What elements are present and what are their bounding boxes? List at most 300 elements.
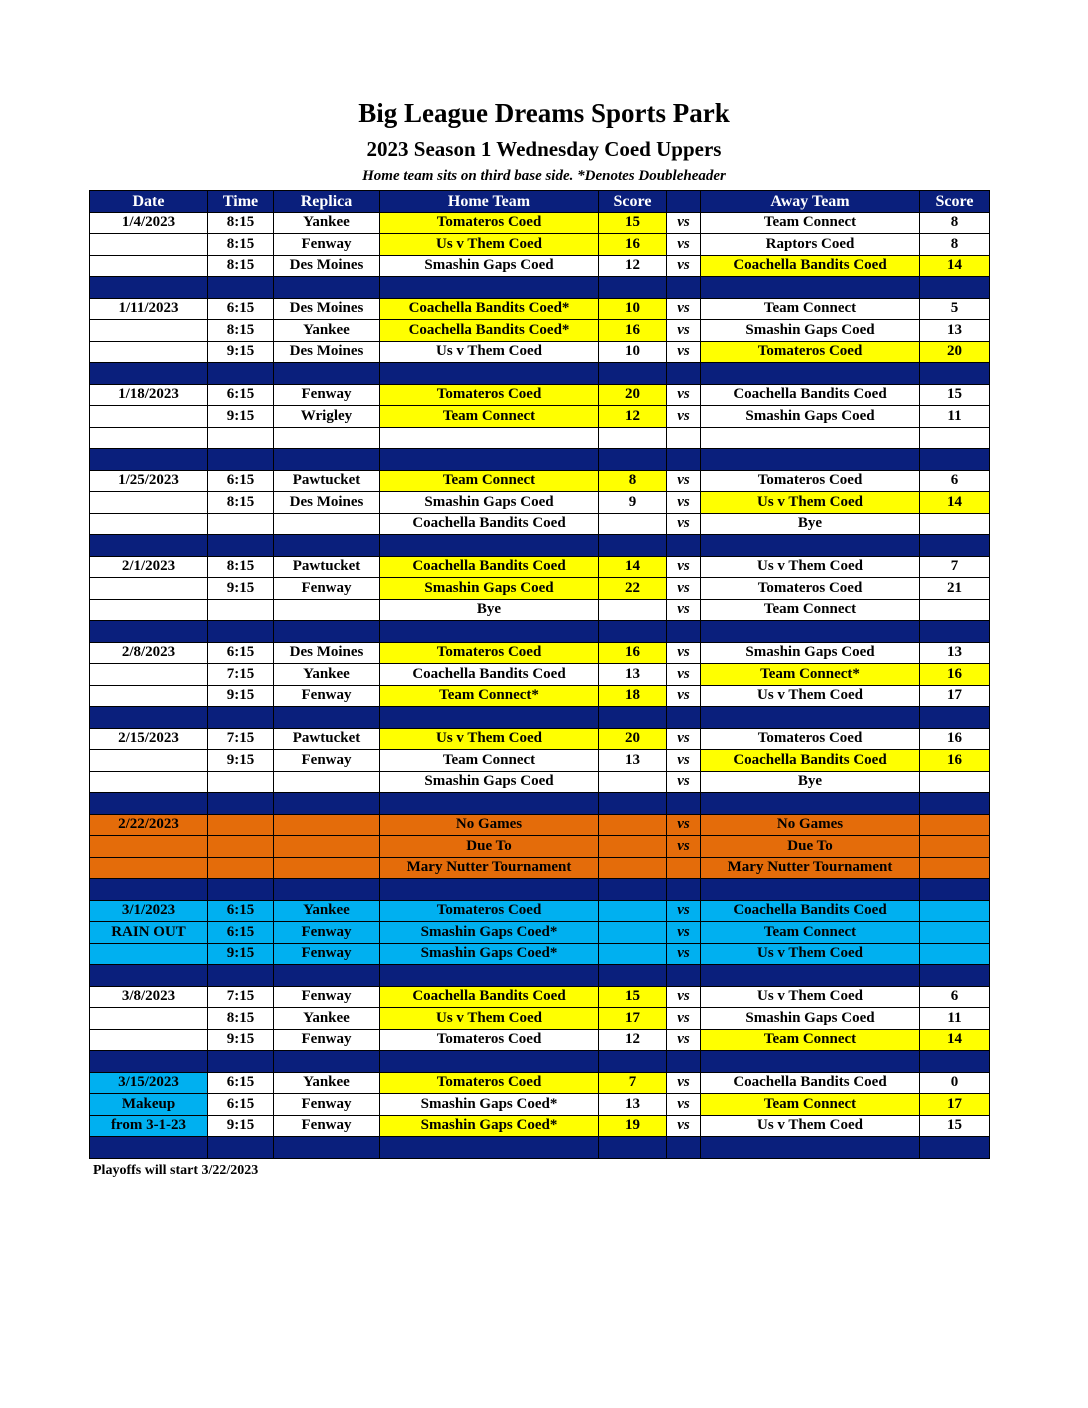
separator-cell — [274, 535, 380, 557]
header-home-score: Score — [599, 191, 667, 213]
away-score-cell: 5 — [920, 298, 990, 320]
game-row — [90, 685, 990, 707]
replica-cell: Des Moines — [274, 492, 380, 514]
separator-cell — [667, 1137, 701, 1159]
away-team-cell: Team Connect — [701, 1094, 920, 1116]
separator-cell — [208, 793, 274, 815]
home-score-cell: 13 — [599, 1094, 667, 1116]
date-cell — [90, 492, 208, 514]
date-cell — [90, 578, 208, 600]
home-score-cell: 19 — [599, 1115, 667, 1137]
game-row — [90, 1029, 990, 1051]
vs-cell: vs — [667, 578, 701, 600]
blank-cell — [667, 427, 701, 449]
time-cell: 8:15 — [208, 212, 274, 234]
away-team-cell: Us v Them Coed — [701, 1115, 920, 1137]
home-team-cell: Team Connect — [380, 750, 599, 772]
home-score-cell — [599, 922, 667, 944]
game-row — [90, 384, 990, 406]
separator-cell — [701, 1051, 920, 1073]
separator-cell — [599, 449, 667, 471]
separator-cell — [90, 707, 208, 729]
time-cell: 6:15 — [208, 922, 274, 944]
date-cell — [90, 513, 208, 535]
blank-cell — [599, 427, 667, 449]
separator-cell — [274, 879, 380, 901]
away-score-cell: 15 — [920, 384, 990, 406]
away-team-cell: Team Connect* — [701, 664, 920, 686]
game-row — [90, 599, 990, 621]
away-score-cell: 16 — [920, 750, 990, 772]
away-team-cell: Us v Them Coed — [701, 943, 920, 965]
separator-cell — [90, 449, 208, 471]
replica-cell: Fenway — [274, 986, 380, 1008]
away-team-cell: Us v Them Coed — [701, 492, 920, 514]
vs-cell: vs — [667, 384, 701, 406]
home-team-cell: Smashin Gaps Coed* — [380, 922, 599, 944]
separator-cell — [667, 449, 701, 471]
date-cell — [90, 320, 208, 342]
separator-cell — [701, 535, 920, 557]
home-score-cell: 9 — [599, 492, 667, 514]
separator-cell — [920, 707, 990, 729]
separator-cell — [599, 879, 667, 901]
vs-cell: vs — [667, 1094, 701, 1116]
away-team-cell: Team Connect — [701, 1029, 920, 1051]
time-cell: 8:15 — [208, 556, 274, 578]
replica-cell — [274, 814, 380, 836]
date-cell: 2/15/2023 — [90, 728, 208, 750]
vs-cell: vs — [667, 922, 701, 944]
replica-cell: Fenway — [274, 1115, 380, 1137]
separator-row — [90, 449, 990, 471]
separator-cell — [90, 363, 208, 385]
replica-cell: Yankee — [274, 1072, 380, 1094]
separator-cell — [208, 535, 274, 557]
time-cell: 6:15 — [208, 1072, 274, 1094]
away-score-cell: 6 — [920, 986, 990, 1008]
vs-cell: vs — [667, 341, 701, 363]
separator-cell — [380, 793, 599, 815]
vs-cell: vs — [667, 255, 701, 277]
away-score-cell: 7 — [920, 556, 990, 578]
game-row — [90, 513, 990, 535]
date-cell — [90, 685, 208, 707]
replica-cell: Fenway — [274, 685, 380, 707]
separator-cell — [380, 621, 599, 643]
home-team-cell: Coachella Bandits Coed* — [380, 298, 599, 320]
separator-cell — [667, 621, 701, 643]
date-cell — [90, 771, 208, 793]
away-team-cell: Coachella Bandits Coed — [701, 255, 920, 277]
vs-cell: vs — [667, 900, 701, 922]
separator-cell — [701, 449, 920, 471]
away-score-cell — [920, 513, 990, 535]
separator-cell — [380, 965, 599, 987]
separator-cell — [208, 277, 274, 299]
game-row — [90, 255, 990, 277]
away-team-cell: Raptors Coed — [701, 234, 920, 256]
game-row — [90, 212, 990, 234]
separator-cell — [667, 277, 701, 299]
home-score-cell — [599, 900, 667, 922]
home-score-cell — [599, 513, 667, 535]
vs-cell: vs — [667, 642, 701, 664]
date-cell — [90, 664, 208, 686]
home-team-cell: Due To — [380, 836, 599, 858]
replica-cell: Yankee — [274, 320, 380, 342]
replica-cell: Fenway — [274, 922, 380, 944]
replica-cell: Des Moines — [274, 341, 380, 363]
separator-cell — [90, 965, 208, 987]
separator-cell — [701, 707, 920, 729]
game-row — [90, 771, 990, 793]
away-team-cell: Bye — [701, 513, 920, 535]
home-team-cell: Smashin Gaps Coed — [380, 492, 599, 514]
time-cell: 7:15 — [208, 664, 274, 686]
separator-cell — [920, 535, 990, 557]
home-score-cell: 12 — [599, 1029, 667, 1051]
playoffs-note: Playoffs will start 3/22/2023 — [93, 1163, 259, 1178]
header-away-score: Score — [920, 191, 990, 213]
away-team-cell: Tomateros Coed — [701, 578, 920, 600]
home-score-cell: 13 — [599, 750, 667, 772]
time-cell — [208, 513, 274, 535]
time-cell: 6:15 — [208, 298, 274, 320]
away-team-cell: Smashin Gaps Coed — [701, 320, 920, 342]
home-score-cell: 22 — [599, 578, 667, 600]
separator-cell — [599, 707, 667, 729]
time-cell: 9:15 — [208, 341, 274, 363]
away-score-cell — [920, 943, 990, 965]
home-team-cell: Tomateros Coed — [380, 212, 599, 234]
home-team-cell: Us v Them Coed — [380, 728, 599, 750]
game-row — [90, 556, 990, 578]
date-cell: 3/15/2023 — [90, 1072, 208, 1094]
vs-cell: vs — [667, 320, 701, 342]
date-cell: 1/18/2023 — [90, 384, 208, 406]
date-cell: 2/1/2023 — [90, 556, 208, 578]
date-cell: 2/8/2023 — [90, 642, 208, 664]
home-team-cell: Coachella Bandits Coed — [380, 986, 599, 1008]
game-row — [90, 1115, 990, 1137]
separator-cell — [701, 363, 920, 385]
game-row — [90, 298, 990, 320]
away-score-cell: 8 — [920, 212, 990, 234]
game-row — [90, 470, 990, 492]
time-cell: 9:15 — [208, 406, 274, 428]
vs-cell: vs — [667, 1115, 701, 1137]
separator-row — [90, 363, 990, 385]
away-score-cell: 13 — [920, 320, 990, 342]
header-replica: Replica — [274, 191, 380, 213]
away-team-cell: Tomateros Coed — [701, 470, 920, 492]
replica-cell: Wrigley — [274, 406, 380, 428]
away-team-cell: Smashin Gaps Coed — [701, 406, 920, 428]
away-score-cell: 11 — [920, 1008, 990, 1030]
schedule-table — [89, 190, 990, 1159]
home-score-cell: 13 — [599, 664, 667, 686]
vs-cell: vs — [667, 470, 701, 492]
home-team-cell: Us v Them Coed — [380, 1008, 599, 1030]
home-score-cell: 16 — [599, 642, 667, 664]
home-team-cell: Tomateros Coed — [380, 1072, 599, 1094]
away-score-cell: 16 — [920, 664, 990, 686]
game-row — [90, 578, 990, 600]
home-team-cell: Coachella Bandits Coed* — [380, 320, 599, 342]
replica-cell — [274, 771, 380, 793]
separator-cell — [90, 535, 208, 557]
home-team-cell: Smashin Gaps Coed* — [380, 943, 599, 965]
separator-cell — [208, 965, 274, 987]
home-score-cell: 12 — [599, 255, 667, 277]
home-score-cell — [599, 943, 667, 965]
away-team-cell: Smashin Gaps Coed — [701, 1008, 920, 1030]
separator-cell — [90, 1137, 208, 1159]
date-cell: 1/4/2023 — [90, 212, 208, 234]
time-cell — [208, 599, 274, 621]
header-vs — [667, 191, 701, 213]
header-away-team: Away Team — [701, 191, 920, 213]
separator-cell — [90, 879, 208, 901]
home-score-cell — [599, 836, 667, 858]
game-row — [90, 234, 990, 256]
blank-cell — [920, 427, 990, 449]
away-team-cell: Us v Them Coed — [701, 556, 920, 578]
replica-cell: Des Moines — [274, 255, 380, 277]
separator-cell — [208, 1051, 274, 1073]
separator-row — [90, 621, 990, 643]
time-cell — [208, 857, 274, 879]
home-score-cell: 17 — [599, 1008, 667, 1030]
separator-cell — [667, 1051, 701, 1073]
time-cell: 8:15 — [208, 234, 274, 256]
separator-cell — [380, 363, 599, 385]
vs-cell: vs — [667, 771, 701, 793]
separator-cell — [701, 879, 920, 901]
home-team-cell: Mary Nutter Tournament — [380, 857, 599, 879]
separator-cell — [274, 965, 380, 987]
vs-cell: vs — [667, 986, 701, 1008]
header-row — [90, 191, 990, 213]
blank-cell — [90, 427, 208, 449]
home-score-cell: 8 — [599, 470, 667, 492]
home-team-cell: Coachella Bandits Coed — [380, 513, 599, 535]
date-cell: 1/25/2023 — [90, 470, 208, 492]
game-row — [90, 341, 990, 363]
game-row — [90, 1072, 990, 1094]
separator-cell — [380, 535, 599, 557]
date-cell — [90, 341, 208, 363]
separator-row — [90, 879, 990, 901]
blank-cell — [701, 427, 920, 449]
separator-cell — [920, 793, 990, 815]
away-score-cell: 17 — [920, 1094, 990, 1116]
home-team-cell: Smashin Gaps Coed — [380, 771, 599, 793]
time-cell: 6:15 — [208, 384, 274, 406]
replica-cell: Fenway — [274, 750, 380, 772]
separator-row — [90, 1137, 990, 1159]
time-cell: 6:15 — [208, 642, 274, 664]
home-score-cell: 15 — [599, 212, 667, 234]
separator-cell — [90, 621, 208, 643]
date-cell — [90, 234, 208, 256]
away-score-cell — [920, 599, 990, 621]
home-score-cell: 16 — [599, 320, 667, 342]
away-team-cell: Mary Nutter Tournament — [701, 857, 920, 879]
home-team-cell: Tomateros Coed — [380, 1029, 599, 1051]
away-score-cell: 14 — [920, 1029, 990, 1051]
away-score-cell — [920, 857, 990, 879]
rain-out-row — [90, 943, 990, 965]
replica-cell — [274, 513, 380, 535]
home-team-cell: No Games — [380, 814, 599, 836]
away-team-cell: Tomateros Coed — [701, 341, 920, 363]
separator-cell — [380, 277, 599, 299]
away-score-cell: 13 — [920, 642, 990, 664]
vs-cell: vs — [667, 556, 701, 578]
away-team-cell: Coachella Bandits Coed — [701, 384, 920, 406]
page-title: Big League Dreams Sports Park — [358, 98, 730, 128]
game-row — [90, 750, 990, 772]
separator-cell — [667, 793, 701, 815]
date-cell — [90, 599, 208, 621]
game-row — [90, 320, 990, 342]
home-team-cell: Coachella Bandits Coed — [380, 556, 599, 578]
separator-cell — [274, 1137, 380, 1159]
vs-cell: vs — [667, 685, 701, 707]
game-row — [90, 492, 990, 514]
away-score-cell: 14 — [920, 255, 990, 277]
separator-cell — [274, 449, 380, 471]
separator-cell — [208, 621, 274, 643]
separator-cell — [920, 449, 990, 471]
away-score-cell — [920, 836, 990, 858]
vs-cell: vs — [667, 212, 701, 234]
game-row — [90, 406, 990, 428]
time-cell: 6:15 — [208, 470, 274, 492]
home-score-cell — [599, 814, 667, 836]
vs-cell: vs — [667, 492, 701, 514]
away-team-cell: Team Connect — [701, 922, 920, 944]
vs-cell: vs — [667, 406, 701, 428]
away-team-cell: Bye — [701, 771, 920, 793]
replica-cell: Fenway — [274, 234, 380, 256]
time-cell — [208, 836, 274, 858]
date-cell — [90, 750, 208, 772]
replica-cell — [274, 836, 380, 858]
separator-cell — [667, 363, 701, 385]
time-cell: 9:15 — [208, 685, 274, 707]
separator-cell — [920, 1051, 990, 1073]
separator-cell — [380, 449, 599, 471]
replica-cell: Yankee — [274, 212, 380, 234]
game-row — [90, 986, 990, 1008]
replica-cell: Pawtucket — [274, 728, 380, 750]
game-row — [90, 728, 990, 750]
separator-cell — [701, 965, 920, 987]
date-cell: RAIN OUT — [90, 922, 208, 944]
home-score-cell: 15 — [599, 986, 667, 1008]
time-cell: 8:15 — [208, 1008, 274, 1030]
separator-row — [90, 277, 990, 299]
away-team-cell: Tomateros Coed — [701, 728, 920, 750]
vs-cell: vs — [667, 750, 701, 772]
date-cell — [90, 1029, 208, 1051]
page-subtitle: 2023 Season 1 Wednesday Coed Uppers — [366, 137, 722, 161]
time-cell: 8:15 — [208, 255, 274, 277]
time-cell: 9:15 — [208, 578, 274, 600]
time-cell — [208, 771, 274, 793]
separator-cell — [274, 1051, 380, 1073]
away-score-cell: 20 — [920, 341, 990, 363]
no-games-row — [90, 857, 990, 879]
separator-cell — [274, 707, 380, 729]
home-team-cell: Us v Them Coed — [380, 234, 599, 256]
home-team-cell: Bye — [380, 599, 599, 621]
away-score-cell: 21 — [920, 578, 990, 600]
replica-cell: Des Moines — [274, 298, 380, 320]
separator-cell — [920, 1137, 990, 1159]
time-cell: 8:15 — [208, 492, 274, 514]
separator-cell — [599, 1051, 667, 1073]
away-score-cell — [920, 922, 990, 944]
separator-cell — [920, 621, 990, 643]
separator-cell — [701, 1137, 920, 1159]
date-cell: 3/8/2023 — [90, 986, 208, 1008]
date-cell: 3/1/2023 — [90, 900, 208, 922]
away-team-cell: Coachella Bandits Coed — [701, 1072, 920, 1094]
home-team-cell: Smashin Gaps Coed* — [380, 1094, 599, 1116]
header-home-team: Home Team — [380, 191, 599, 213]
separator-cell — [208, 879, 274, 901]
vs-cell — [667, 857, 701, 879]
replica-cell: Fenway — [274, 1029, 380, 1051]
rain-out-row — [90, 900, 990, 922]
no-games-row — [90, 836, 990, 858]
time-cell: 6:15 — [208, 1094, 274, 1116]
separator-cell — [90, 277, 208, 299]
time-cell: 9:15 — [208, 1115, 274, 1137]
vs-cell: vs — [667, 513, 701, 535]
away-score-cell: 8 — [920, 234, 990, 256]
replica-cell: Yankee — [274, 664, 380, 686]
home-score-cell — [599, 771, 667, 793]
separator-cell — [701, 277, 920, 299]
replica-cell — [274, 599, 380, 621]
separator-cell — [667, 965, 701, 987]
away-team-cell: Due To — [701, 836, 920, 858]
time-cell: 9:15 — [208, 750, 274, 772]
home-score-cell — [599, 599, 667, 621]
home-team-cell: Team Connect — [380, 406, 599, 428]
header-time: Time — [208, 191, 274, 213]
separator-row — [90, 707, 990, 729]
game-row — [90, 1008, 990, 1030]
vs-cell: vs — [667, 234, 701, 256]
home-team-cell: Us v Them Coed — [380, 341, 599, 363]
vs-cell: vs — [667, 1029, 701, 1051]
rain-out-row — [90, 922, 990, 944]
game-row — [90, 642, 990, 664]
separator-cell — [920, 277, 990, 299]
date-cell: Makeup — [90, 1094, 208, 1116]
away-team-cell: Coachella Bandits Coed — [701, 900, 920, 922]
home-score-cell: 20 — [599, 728, 667, 750]
separator-cell — [208, 363, 274, 385]
replica-cell: Pawtucket — [274, 470, 380, 492]
time-cell: 8:15 — [208, 320, 274, 342]
